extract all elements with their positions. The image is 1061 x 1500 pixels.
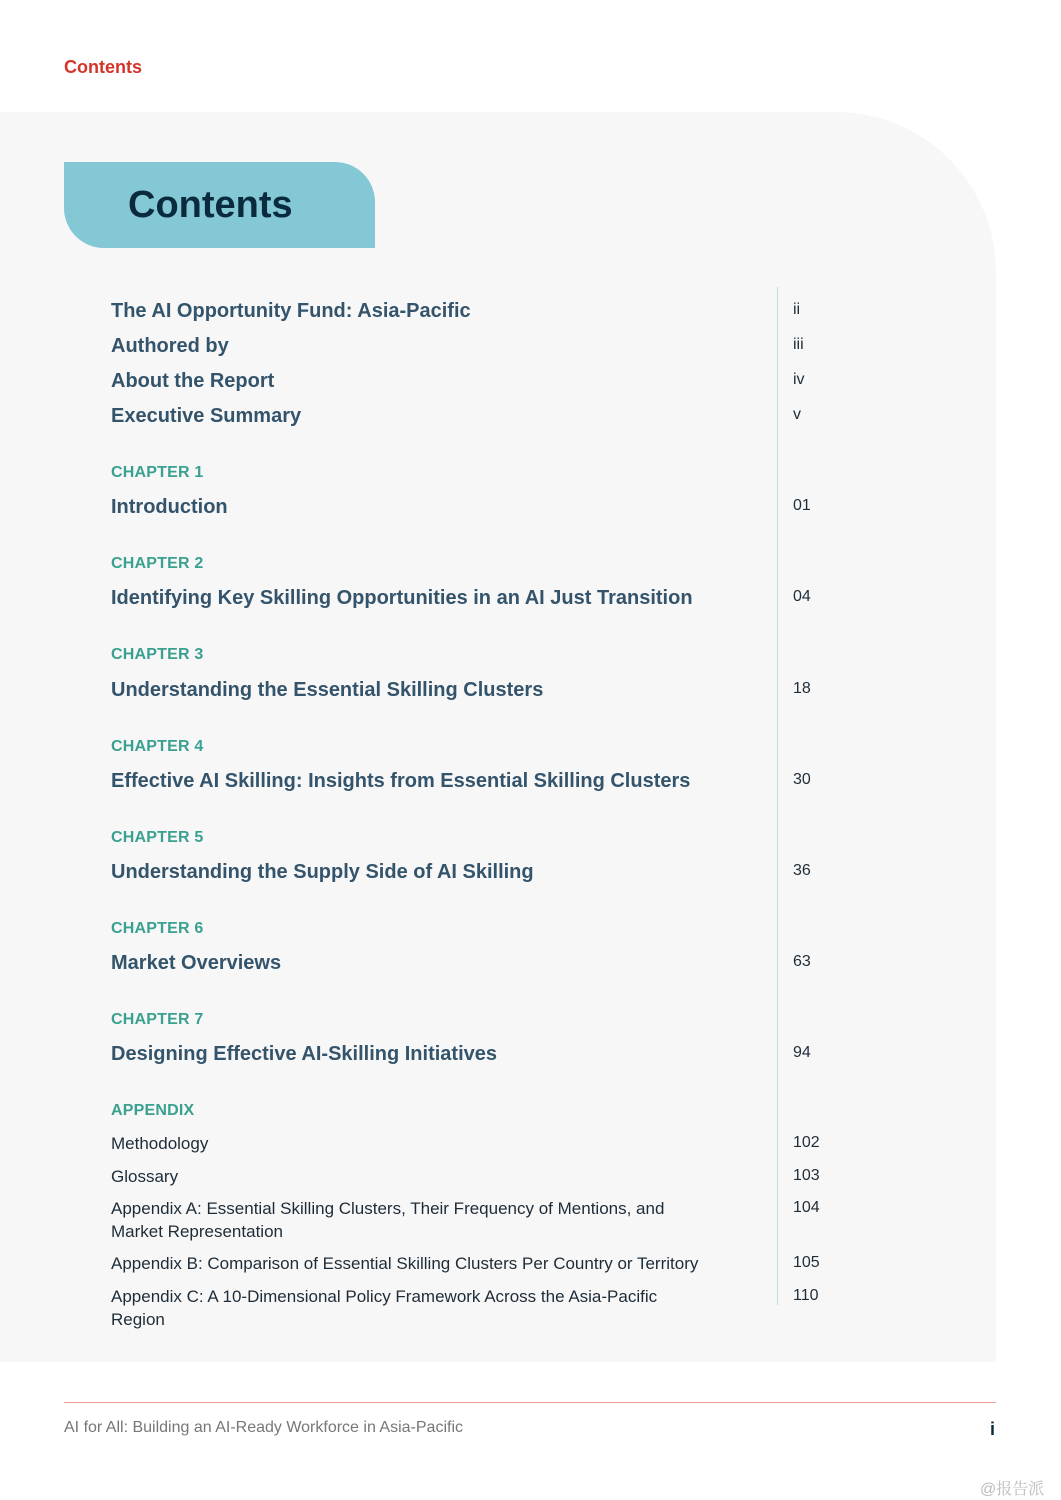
page-number-divider [777,287,778,1305]
toc-page-number: 04 [793,588,811,605]
toc-entry-appendix-b[interactable]: Appendix B: Comparison of Essential Skilling Clusters Per Country or Territory [111,1254,699,1273]
watermark: @报告派 [980,1481,1045,1498]
toc-entry-chapter-7[interactable]: Designing Effective AI-Skilling Initiatives [111,1043,498,1065]
toc-page-number: ii [793,301,801,318]
toc-entry-ai-opportunity-fund[interactable]: The AI Opportunity Fund: Asia-Pacific [111,300,471,322]
toc-page-number: 30 [793,771,811,788]
toc-page-number: v [793,406,801,423]
chapter-label: CHAPTER 2 [111,555,204,572]
toc-entry-appendix-a[interactable]: Appendix A: Essential Skilling Clusters, Their Frequency of Mentions, and Market Representation [111,1199,665,1241]
chapter-label: CHAPTER 6 [111,920,204,937]
toc-entry-executive-summary[interactable]: Executive Summary [111,405,302,427]
toc-page-number: 36 [793,862,811,879]
toc-entry-chapter-6[interactable]: Market Overviews [111,952,282,974]
running-header: Contents [64,57,142,77]
toc-entry-chapter-5[interactable]: Understanding the Supply Side of AI Skilling [111,861,534,883]
toc-entry-chapter-3[interactable]: Understanding the Essential Skilling Clusters [111,679,544,701]
toc-page-number: 18 [793,680,811,697]
toc-entry-glossary[interactable]: Glossary [111,1167,179,1186]
toc-entry-about-report[interactable]: About the Report [111,370,275,392]
toc-page-number: iv [793,371,805,388]
footer-page-number: i [990,1419,996,1439]
chapter-label: CHAPTER 4 [111,738,204,755]
chapter-label: CHAPTER 5 [111,829,204,846]
toc-entry-chapter-4[interactable]: Effective AI Skilling: Insights from Essential Skilling Clusters [111,770,691,792]
footer-report-title: AI for All: Building an AI-Ready Workforce in Asia-Pacific [64,1419,463,1436]
title-tab [64,162,375,248]
toc-page-number: 105 [793,1254,820,1271]
toc-entry-authored-by[interactable]: Authored by [111,335,229,357]
toc-page-number: 102 [793,1134,820,1151]
toc-page-number: 01 [793,497,811,514]
toc-entry-chapter-1[interactable]: Introduction [111,496,228,518]
toc-entry-appendix-c[interactable]: Appendix C: A 10-Dimensional Policy Framework Across the Asia-Pacific Region [111,1287,658,1329]
toc-page-number: 103 [793,1167,820,1184]
toc-page-number: 110 [793,1287,819,1304]
toc-page-number: 63 [793,953,811,970]
toc-page-number: 104 [793,1199,820,1216]
chapter-label: CHAPTER 3 [111,646,204,663]
appendix-label: APPENDIX [111,1102,195,1119]
page-title: Contents [128,184,293,226]
chapter-label: CHAPTER 1 [111,464,204,481]
footer-rule [64,1402,996,1403]
toc-entry-chapter-2[interactable]: Identifying Key Skilling Opportunities in an AI Just Transition [111,587,693,609]
toc-entry-methodology[interactable]: Methodology [111,1134,209,1153]
chapter-label: CHAPTER 7 [111,1011,204,1028]
toc-page-number: 94 [793,1044,811,1061]
toc-page-number: iii [793,336,804,353]
